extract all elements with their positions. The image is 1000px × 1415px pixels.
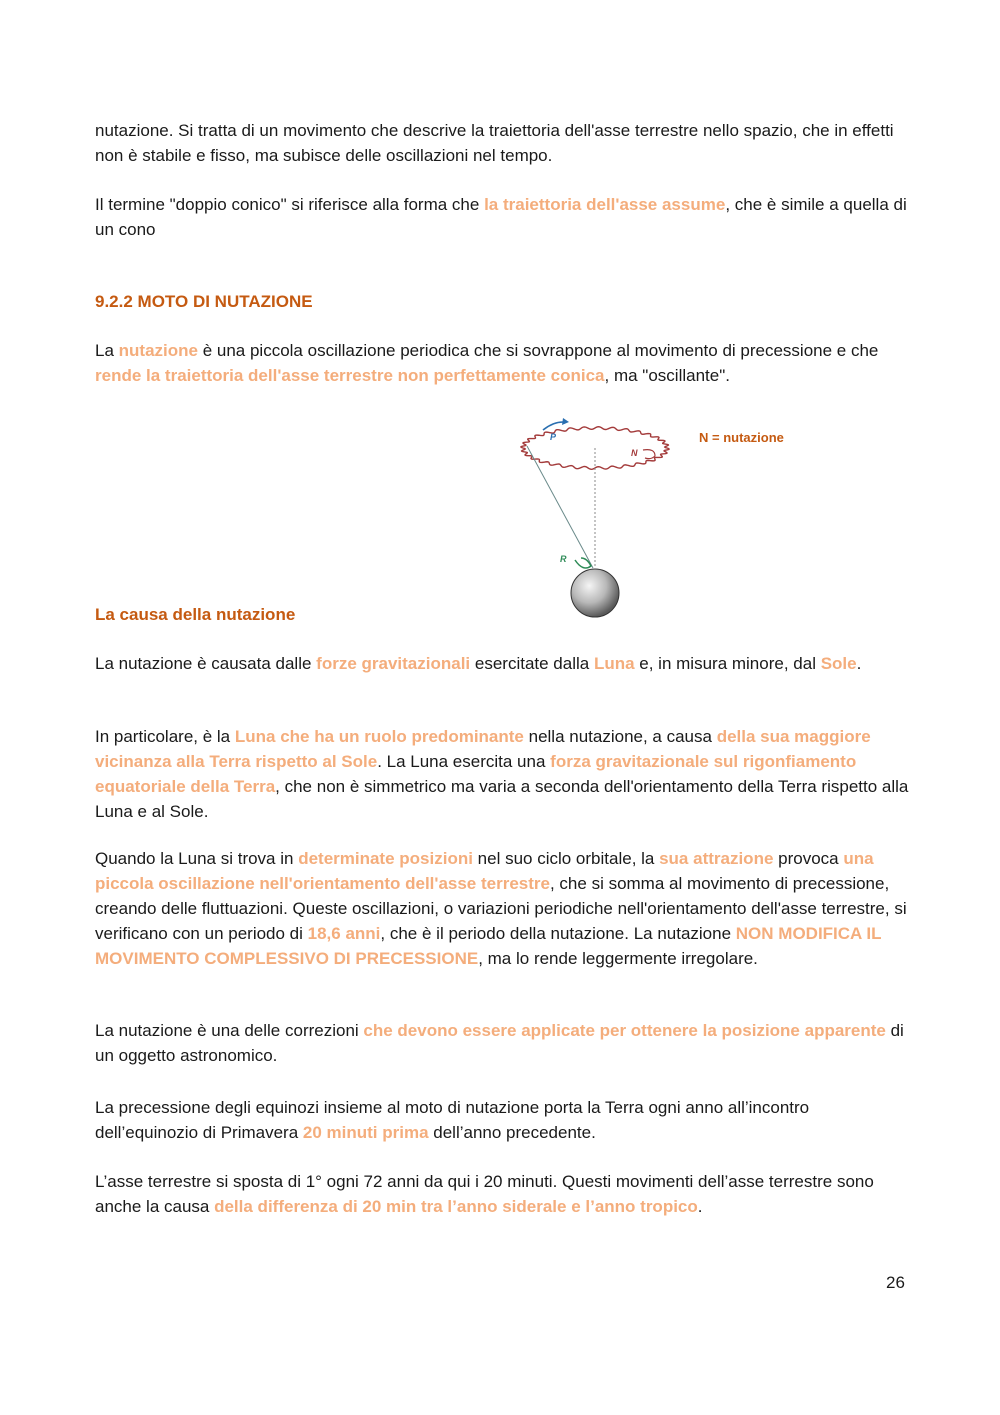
highlight-text: determinate posizioni <box>298 849 473 868</box>
text: esercitate dalla <box>470 654 594 673</box>
text: dell’anno precedente. <box>428 1123 596 1142</box>
precession-arrowhead-icon <box>562 418 569 425</box>
paragraph-nutazione-def <box>95 338 910 388</box>
text: . <box>697 1197 703 1216</box>
highlight-text: 20 minuti prima <box>302 1123 429 1142</box>
text: La <box>95 341 119 360</box>
letter-r: R <box>560 554 567 564</box>
text: , che è il periodo della nutazione. La nutazione <box>380 924 736 943</box>
text: . La Luna esercita una <box>377 752 551 771</box>
page-number: 26 <box>886 1273 905 1292</box>
text: di un oggetto astronomico. <box>95 1021 904 1065</box>
highlight-text: che devono essere applicate per ottenere la posizione apparente <box>363 1021 886 1040</box>
highlight-text: 18,6 anni <box>307 924 381 943</box>
text: , che si somma al movimento di precessione, creando delle fluttuazioni. Queste oscillazioni, o variazioni periodiche nell'orientamento dell'asse terrestre, si verificano con un periodo di <box>95 874 907 943</box>
earth-sphere <box>571 569 619 617</box>
highlight-text: Luna <box>593 654 635 673</box>
highlight-text: una piccola oscillazione nell'orientamento dell'asse terrestre <box>95 849 874 893</box>
text: e, in misura minore, dal <box>634 654 821 673</box>
paragraph-intro <box>95 118 910 168</box>
highlight-text: della sua maggiore vicinanza alla Terra rispetto al Sole <box>95 727 871 771</box>
highlight-text: della differenza di 20 min tra l’anno siderale e l’anno tropico <box>214 1197 698 1216</box>
highlight-text: la traiettoria dell'asse assume <box>484 195 726 214</box>
nutation-illustration <box>415 408 638 608</box>
section-heading: 9.2.2 MOTO DI NUTAZIONE <box>95 292 313 311</box>
paragraph-asse-terrestre <box>95 1169 910 1219</box>
precession-arrow-icon <box>543 422 563 430</box>
highlight-text: nutazione <box>118 341 198 360</box>
text: è una piccola oscillazione periodica che si sovrappone al movimento di precessione e che <box>197 341 879 360</box>
highlight-text: rende la traiettoria dell'asse terrestre non perfettamente conica <box>95 366 605 385</box>
figure-label: N = nutazione <box>699 430 784 445</box>
paragraph-doppio-conico <box>95 192 910 242</box>
highlight-text: forze gravitazionali <box>316 654 471 673</box>
text: La nutazione è causata dalle <box>95 654 317 673</box>
text: La precessione degli equinozi insieme al moto di nutazione porta la Terra ogni anno all’incontro dell’equinozio di Primavera <box>95 1098 810 1142</box>
text: La nutazione è una delle correzioni <box>95 1021 364 1040</box>
highlight-text: Luna che ha un ruolo predominante <box>234 727 524 746</box>
paragraph-luna-ruolo <box>95 724 910 824</box>
paragraph-ciclo-orbitale <box>95 846 910 971</box>
text: L’asse terrestre si sposta di 1° ogni 72 anni da qui i 20 minuti. Questi movimenti dell’asse terrestre sono anche la causa <box>95 1172 874 1216</box>
text: nel suo ciclo orbitale, la <box>472 849 660 868</box>
text: . <box>856 654 862 673</box>
letter-n: N <box>631 448 638 458</box>
text: , ma "oscillante". <box>604 366 730 385</box>
text: In particolare, è la <box>95 727 235 746</box>
text: , che è simile a quella di un cono <box>95 195 907 239</box>
text: Quando la Luna si trova in <box>95 849 299 868</box>
text: nella nutazione, a causa <box>523 727 717 746</box>
text: , che non è simmetrico ma varia a seconda dell'orientamento della Terra rispetto alla Luna e al Sole. <box>95 777 909 821</box>
paragraph-causa <box>95 651 861 676</box>
text: Il termine "doppio conico" si riferisce alla forma che <box>95 195 485 214</box>
highlight-text: forza gravitazionale sul rigonfiamento equatoriale della Terra <box>95 752 857 796</box>
letter-p: P <box>550 432 557 442</box>
nutation-diagram <box>415 408 784 608</box>
text: , ma lo rende leggermente irregolare. <box>478 949 758 968</box>
highlight-text: NON MODIFICA IL MOVIMENTO COMPLESSIVO DI PRECESSIONE <box>95 924 882 968</box>
nutation-loop-icon <box>643 450 655 459</box>
highlight-text: Sole <box>820 654 857 673</box>
text: nutazione. Si tratta di un movimento che descrive la traiettoria dell'asse terrestre nello spazio, che in effetti non è stabile e fisso, ma subisce delle oscillazioni nel tempo. <box>95 121 894 165</box>
paragraph-correzioni <box>95 1018 910 1068</box>
paragraph-equinozi <box>95 1095 910 1145</box>
text: provoca <box>773 849 844 868</box>
subsection-heading: La causa della nutazione <box>95 605 296 624</box>
highlight-text: sua attrazione <box>659 849 774 868</box>
